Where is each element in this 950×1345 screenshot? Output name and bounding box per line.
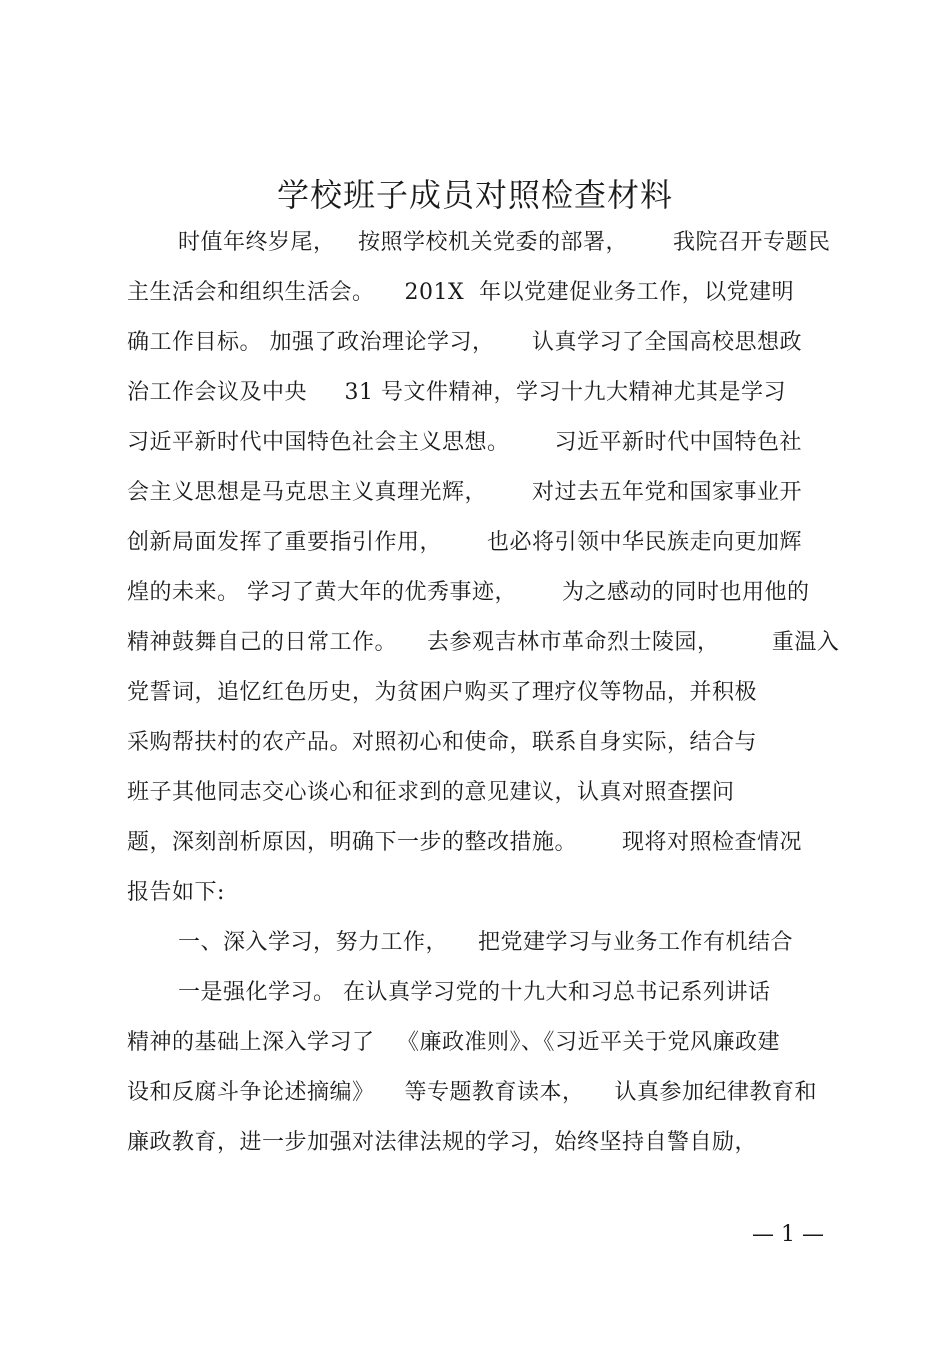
paragraph-line: 治工作会议及中央 31 号文件精神，学习十九大精神尤其是学习 — [127, 380, 786, 405]
paragraph-line: 精神的基础上深入学习了 《廉政准则》、《习近平关于党风廉政建 — [127, 1030, 780, 1055]
paragraph-line: 精神鼓舞自己的日常工作。 去参观吉林市革命烈士陵园， 重温入 — [127, 630, 840, 655]
paragraph-line: 报告如下: — [127, 880, 225, 905]
paragraph-line: 主生活会和组织生活会。 201X 年以党建促业务工作，以党建明 — [127, 280, 795, 305]
paragraph-line: 一是强化学习。 在认真学习党的十九大和习总书记系列讲话 — [178, 980, 771, 1005]
paragraph-line: 设和反腐斗争论述摘编》 等专题教育读本， 认真参加纪律教育和 — [127, 1080, 817, 1105]
document-title: 学校班子成员对照检查材料 — [276, 176, 673, 214]
paragraph-line: 煌的未来。 学习了黄大年的优秀事迹， 为之感动的同时也用他的 — [127, 580, 810, 605]
paragraph-line: 题，深刻剖析原因，明确下一步的整改措施。 现将对照检查情况 — [127, 830, 802, 855]
page-number: — 1 — — [752, 1222, 824, 1247]
paragraph-line: 创新局面发挥了重要指引作用， 也必将引领中华民族走向更加辉 — [127, 530, 802, 555]
section-heading: 一、深入学习，努力工作， 把党建学习与业务工作有机结合 — [178, 930, 793, 955]
paragraph-line: 会主义思想是马克思主义真理光辉， 对过去五年党和国家事业开 — [127, 480, 802, 505]
paragraph-line: 班子其他同志交心谈心和征求到的意见建议，认真对照查摆问 — [127, 780, 735, 805]
paragraph-line: 采购帮扶村的农产品。对照初心和使命，联系自身实际，结合与 — [127, 730, 758, 755]
paragraph-line: 廉政教育，进一步加强对法律法规的学习，始终坚持自警自励， — [127, 1130, 758, 1155]
paragraph-line: 时值年终岁尾， 按照学校机关党委的部署， 我院召开专题民 — [178, 230, 831, 255]
paragraph-line: 习近平新时代中国特色社会主义思想。 习近平新时代中国特色社 — [127, 430, 802, 455]
paragraph-line: 党誓词，追忆红色历史，为贫困户购买了理疗仪等物品，并积极 — [127, 680, 758, 705]
paragraph-line: 确工作目标。 加强了政治理论学习， 认真学习了全国高校思想政 — [127, 330, 802, 355]
